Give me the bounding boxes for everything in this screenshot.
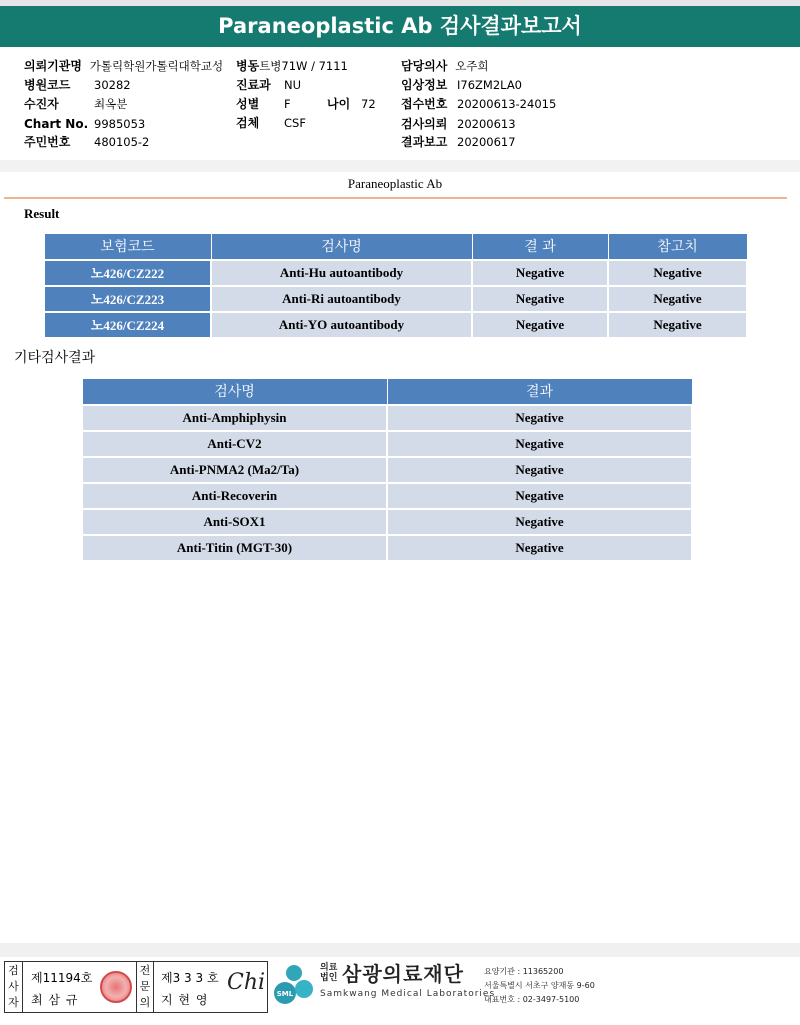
svg-text:SML: SML xyxy=(276,990,294,998)
header-result: 결 과 xyxy=(472,234,608,260)
resident-no-field xyxy=(24,134,149,150)
reference-cell: Negative xyxy=(608,286,747,312)
report-date-field xyxy=(401,134,516,150)
result-cell: Negative xyxy=(387,483,692,509)
sex-field xyxy=(236,96,291,112)
clinical-info-label: 임상정보 xyxy=(401,78,448,92)
age-value: 72 xyxy=(361,97,376,111)
report-title: Paraneoplastic Ab 검사결과보고서 xyxy=(0,6,800,47)
test-name-cell: Anti-YO autoantibody xyxy=(211,312,472,338)
other-header-row xyxy=(82,379,692,405)
examiner-name: 최 삼 규 xyxy=(31,993,79,1007)
result-cell: Negative xyxy=(387,509,692,535)
report-date-label: 결과보고 xyxy=(401,135,448,149)
test-name-cell: Anti-CV2 xyxy=(82,431,387,457)
table-row xyxy=(82,405,692,431)
table-row xyxy=(44,260,747,286)
insurance-code-cell: 노426/CZ223 xyxy=(44,286,211,312)
table-row xyxy=(44,312,747,338)
test-name-cell: Anti-Ri autoantibody xyxy=(211,286,472,312)
test-name-cell: Anti-PNMA2 (Ma2/Ta) xyxy=(82,457,387,483)
examinee-value: 최옥분 xyxy=(94,97,128,111)
result-cell: Negative xyxy=(387,431,692,457)
test-name-cell: Anti-Hu autoantibody xyxy=(211,260,472,286)
receipt-no-label: 접수번호 xyxy=(401,97,448,111)
specimen-value: CSF xyxy=(284,116,306,130)
other-results-table xyxy=(81,378,693,562)
table-row xyxy=(82,483,692,509)
official-seal xyxy=(100,971,132,1003)
care-institution: 요양기관 : 11365200 xyxy=(484,967,564,976)
info-divider xyxy=(0,160,800,172)
footer-divider xyxy=(0,943,800,957)
institution-label: 의뢰기관명 xyxy=(24,59,82,73)
other-results-label: 기타검사결과 xyxy=(14,350,96,366)
specialist-role: 전문의 xyxy=(136,962,154,1012)
signature-box xyxy=(4,961,268,1013)
org-english-name: Samkwang Medical Laboratories xyxy=(320,989,496,999)
specialist-license: 제3 3 3 호 xyxy=(161,971,219,985)
org-type: 의료 법인 xyxy=(320,963,338,983)
doctor-value: 오주희 xyxy=(455,59,489,73)
table-row xyxy=(82,509,692,535)
examinee-label: 수진자 xyxy=(24,97,59,111)
doctor-field xyxy=(401,58,489,74)
table-row xyxy=(82,457,692,483)
resident-no-label: 주민번호 xyxy=(24,135,71,149)
table-row xyxy=(44,286,747,312)
result-cell: Negative xyxy=(387,535,692,561)
department-field xyxy=(236,77,301,93)
result-cell: Negative xyxy=(387,405,692,431)
result-cell: Negative xyxy=(472,260,608,286)
header-test-name: 검사명 xyxy=(82,379,387,405)
specimen-field xyxy=(236,115,306,131)
org-address: 서울특별시 서초구 양재동 9-60 xyxy=(484,981,595,990)
specimen-label: 검체 xyxy=(236,116,260,130)
department-label: 진료과 xyxy=(236,78,271,92)
result-header-row xyxy=(44,234,747,260)
test-name-cell: Anti-Amphiphysin xyxy=(82,405,387,431)
report-date-value: 20200617 xyxy=(457,135,516,149)
chart-no-value: 9985053 xyxy=(94,117,146,131)
examinee-field xyxy=(24,96,127,112)
receipt-no-value: 20200613-24015 xyxy=(457,97,557,111)
test-name-cell: Anti-Recoverin xyxy=(82,483,387,509)
section-divider xyxy=(4,197,787,199)
header-reference: 참고치 xyxy=(608,234,747,260)
org-phone: 대표번호 : 02-3497-5100 xyxy=(484,995,580,1004)
insurance-code-cell: 노426/CZ222 xyxy=(44,260,211,286)
request-date-label: 검사의뢰 xyxy=(401,117,448,131)
section-title: Paraneoplastic Ab xyxy=(347,176,443,191)
table-row xyxy=(82,535,692,561)
reference-cell: Negative xyxy=(608,260,747,286)
doctor-label: 담당의사 xyxy=(401,59,448,73)
sml-logo-icon xyxy=(273,963,315,1009)
specialist-name: 지 현 영 xyxy=(161,993,209,1007)
sex-label: 성별 xyxy=(236,97,260,111)
department-value: NU xyxy=(284,78,302,92)
request-date-field xyxy=(401,116,516,132)
header-test-name: 검사명 xyxy=(211,234,472,260)
hospital-code-field xyxy=(24,77,131,93)
receipt-no-field xyxy=(401,96,556,112)
signature: Chi xyxy=(227,970,266,995)
age-field xyxy=(327,96,376,112)
header-result: 결과 xyxy=(387,379,692,405)
clinical-info-value: I76ZM2LA0 xyxy=(457,78,522,92)
reference-cell: Negative xyxy=(608,312,747,338)
result-cell: Negative xyxy=(472,286,608,312)
insurance-code-cell: 노426/CZ224 xyxy=(44,312,211,338)
chart-no-label: Chart No. xyxy=(24,117,89,131)
institution-field xyxy=(24,58,223,74)
resident-no-value: 480105-2 xyxy=(94,135,150,149)
header-insurance-code: 보험코드 xyxy=(44,234,211,260)
clinical-info-field xyxy=(401,77,522,93)
examiner-role: 검사자 xyxy=(5,962,23,1012)
ward-label: 병동 xyxy=(236,59,260,73)
ward-value: 트병71W / 7111 xyxy=(259,59,348,73)
age-label: 나이 xyxy=(327,97,351,111)
sex-value: F xyxy=(284,97,291,111)
chart-no-field xyxy=(24,116,145,132)
ward-field xyxy=(236,58,348,74)
examiner-license: 제11194호 xyxy=(31,971,93,985)
hospital-code-label: 병원코드 xyxy=(24,78,71,92)
request-date-value: 20200613 xyxy=(457,117,516,131)
result-cell: Negative xyxy=(387,457,692,483)
result-cell: Negative xyxy=(472,312,608,338)
org-name: 삼광의료재단 xyxy=(342,962,464,986)
table-row xyxy=(82,431,692,457)
test-name-cell: Anti-Titin (MGT-30) xyxy=(82,535,387,561)
hospital-code-value: 30282 xyxy=(94,78,131,92)
test-name-cell: Anti-SOX1 xyxy=(82,509,387,535)
result-table xyxy=(43,233,748,339)
institution-value: 가톨릭학원가톨릭대학교성 xyxy=(89,59,224,73)
result-label: Result xyxy=(24,206,60,221)
